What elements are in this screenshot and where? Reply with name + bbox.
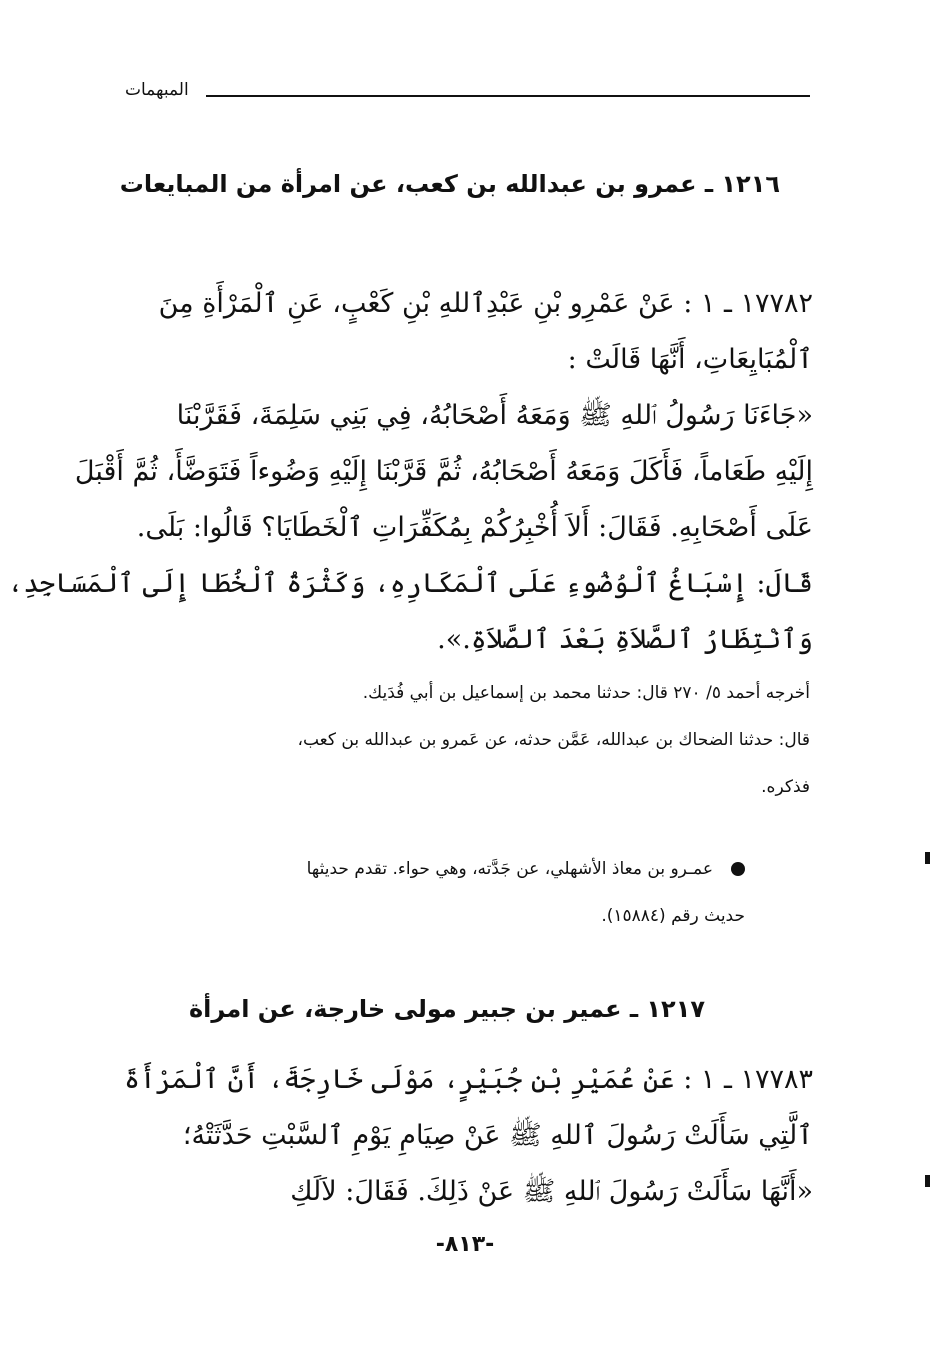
page-number: -٨١٣- <box>435 1232 495 1257</box>
hadith-line: ٱلْمُبَايِعَاتِ، أَنَّهَا قَالَتْ : <box>567 344 813 375</box>
takhrij-line: أخرجه أحمد ٥/ ٢٧٠ قال: حدثنا محمد بن إسماعيل بن أبي فُدَيك. <box>362 683 810 703</box>
takhrij-note-17782 <box>298 670 811 811</box>
cross-reference-line: حديث رقم (١٥٨٨٤). <box>601 906 745 926</box>
cross-reference-text: عمـرو بن معاذ الأشهلي، عن جَدَّته، وهي حواء. تقدم حديثها <box>306 859 713 879</box>
hadith-line: «أَنَّهَا سَأَلَتْ رَسُولَ ٱللهِ ﷺ عَنْ ذَلِكَ. فَقَالَ: لاَلَكِ <box>290 1176 813 1207</box>
hadith-line: ١٧٧٨٢ ـ ١ : عَنْ عَمْرِو بْنِ عَبْدِٱللهِ بْنِ كَعْبٍ، عَنِ ٱلْمَرْأَةِ مِنَ <box>158 288 813 319</box>
hadith-line: إِلَيْهِ طَعَاماً، فَأَكَلَ وَمَعَهُ أَصْحَابُهُ، ثُمَّ قَرَّبْنَا إِلَيْهِ وَضُوءاً فَتَوَضَّأَ، ثُمَّ أَقْبَلَ <box>74 456 813 487</box>
hadith-line: عَلَى أَصْحَابِهِ. فَقَالَ: أَلاَ أُخْبِرُكُمْ بِمُكَفِّرَاتِ ٱلْخَطَايَا؟ قَالُوا: بَلَى. <box>136 512 813 543</box>
bullet-icon <box>731 862 745 876</box>
hadith-line: وَٱنْتِظَارُ ٱلصَّلاَةِ بَعْدَ ٱلصَّلاَةِ.». <box>437 624 813 655</box>
header-title: المبهمات <box>125 80 189 100</box>
chapter-title-1216: ١٢١٦ ـ عمرو بن عبدالله بن كعب، عن امرأة من المبايعات <box>119 170 780 198</box>
running-header <box>120 80 810 110</box>
hadith-17782 <box>8 276 814 668</box>
cross-reference <box>307 846 745 940</box>
hadith-line: «جَاءَنَا رَسُولُ ٱللهِ ﷺ وَمَعَهُ أَصْحَابُهُ، فِي بَنِي سَلِمَةَ، فَقَرَّبْنَا <box>176 400 813 431</box>
hadith-17783 <box>124 1052 813 1220</box>
header-rule <box>206 95 810 97</box>
chapter-title-1217: ١٢١٧ ـ عمير بن جبير مولى خارجة، عن امرأة <box>189 995 705 1023</box>
margin-mark <box>925 852 930 864</box>
takhrij-line: فذكره. <box>761 777 810 797</box>
hadith-line: ٱلَّتِي سَأَلَتْ رَسُولَ ٱللهِ ﷺ عَنْ صِيَامِ يَوْمِ ٱلسَّبْتِ حَدَّثَتْهُ؛ <box>182 1120 813 1151</box>
hadith-line: قَالَ: إِسْبَاغُ ٱلْوُضُوءِ عَلَى ٱلْمَكَارِهِ، وَكَثْرَةُ ٱلْخُطَا إِلَى ٱلْمَسَاجِدِ، <box>7 568 813 599</box>
takhrij-line: قال: حدثنا الضحاك بن عبدالله، عَمَّن حدثه، عن عَمرو بن عبدالله بن كعب، <box>297 730 810 750</box>
margin-mark <box>925 1175 930 1187</box>
cross-reference-line <box>307 846 745 893</box>
hadith-line: ١٧٧٨٣ ـ ١ : عَنْ عُمَيْرِ بْنِ جُبَيْرٍ، مَوْلَى خَارِجَةَ، أَنَّ ٱلْمَرْأَةَ <box>124 1064 813 1095</box>
